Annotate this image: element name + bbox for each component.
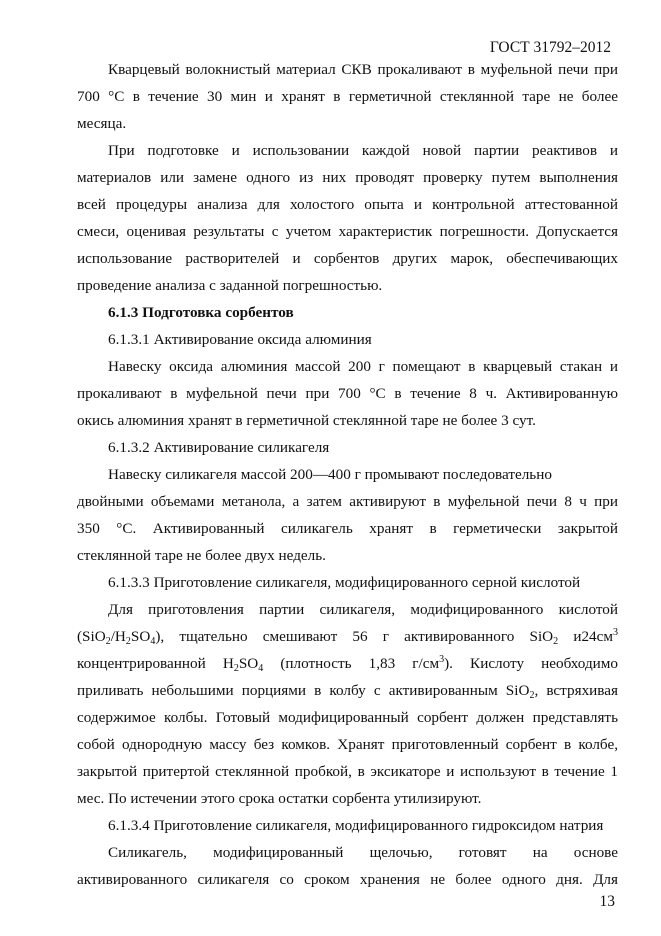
subsection-heading: 6.1.3.1 Активирование оксида алюминия — [108, 331, 372, 348]
text-line: При подготовке и использовании каждой новой партии реактивов и — [108, 142, 618, 159]
text-line: 700 °С в течение 30 мин и хранят в герметичной стеклянной таре не более — [77, 88, 618, 105]
text-line: проведение анализа с заданной погрешностью. — [77, 277, 383, 294]
text-line: мес. По истечении этого срока остатки сорбента утилизируют. — [77, 790, 482, 807]
text-line: смеси, оценивая результаты с учетом характеристик погрешности. Допускается — [77, 223, 618, 240]
text-line: использование растворителей и сорбентов других марок, обеспечивающих — [77, 250, 618, 267]
text-line: прокаливают в муфельной печи при 700 °С в течение 8 ч. Активированную — [77, 385, 618, 402]
text-line: стеклянной таре не более двух недель. — [77, 547, 326, 564]
section-heading: 6.1.3 Подготовка сорбентов — [108, 304, 294, 321]
text-line: окись алюминия хранят в герметичной стеклянной таре не более 3 сут. — [77, 412, 536, 429]
text-line: двойными объемами метанола, а затем активируют в муфельной печи 8 ч при — [77, 493, 618, 510]
text-line: активированного силикагеля со сроком хранения не более одного дня. Для — [77, 871, 618, 888]
text-line: Кварцевый волокнистый материал СКВ прокаливают в муфельной печи при — [108, 61, 618, 78]
subsection-heading: 6.1.3.4 Приготовление силикагеля, модифицированного гидроксидом натрия — [108, 817, 604, 834]
text-line: материалов или замене одного из них проводят проверку путем выполнения — [77, 169, 618, 186]
subsection-heading: 6.1.3.3 Приготовление силикагеля, модифицированного серной кислотой — [108, 574, 581, 591]
text-line: всей процедуры анализа для холостого опыта и контрольной аттестованной — [77, 196, 618, 213]
text-line: собой однородную массу без комков. Хранят приготовленный сорбент в колбе, — [77, 736, 618, 753]
text-line: Силикагель, модифицированный щелочью, готовят на основе — [108, 844, 618, 861]
text-line: Навеску оксида алюминия массой 200 г помещают в кварцевый стакан и — [108, 358, 618, 375]
text-line: $(SiO_2/H_2SO_4)$, тщательно смешивают 56 г активированного SiO$_2$ $и24см^3$ — [77, 627, 618, 647]
subsection-heading: 6.1.3.2 Активирование силикагеля — [108, 439, 330, 456]
page-number: 13 — [599, 893, 615, 910]
text-line: Для приготовления партии силикагеля, модифицированного кислотой — [108, 601, 618, 618]
text-line: месяца. — [77, 115, 127, 132]
text-line: приливать небольшими порциями в колбу с активированным SiO$_2$, встряхивая — [77, 682, 618, 701]
text-line: концентрированной $H_2SO_4$ (плотность 1,83 $г/см^3$). Кислоту необходимо — [77, 654, 618, 674]
text-line: 350 °С. Активированный силикагель хранят в герметически закрытой — [77, 520, 618, 537]
text-line: закрытой притертой стеклянной пробкой, в эксикаторе и используют в течение 1 — [77, 763, 618, 780]
text-line: Навеску силикагеля массой 200—400 г промывают последовательно — [108, 466, 552, 483]
standard-header: ГОСТ 31792–2012 — [489, 39, 611, 56]
text-line: содержимое колбы. Готовый модифицированный сорбент должен представлять — [77, 709, 618, 726]
